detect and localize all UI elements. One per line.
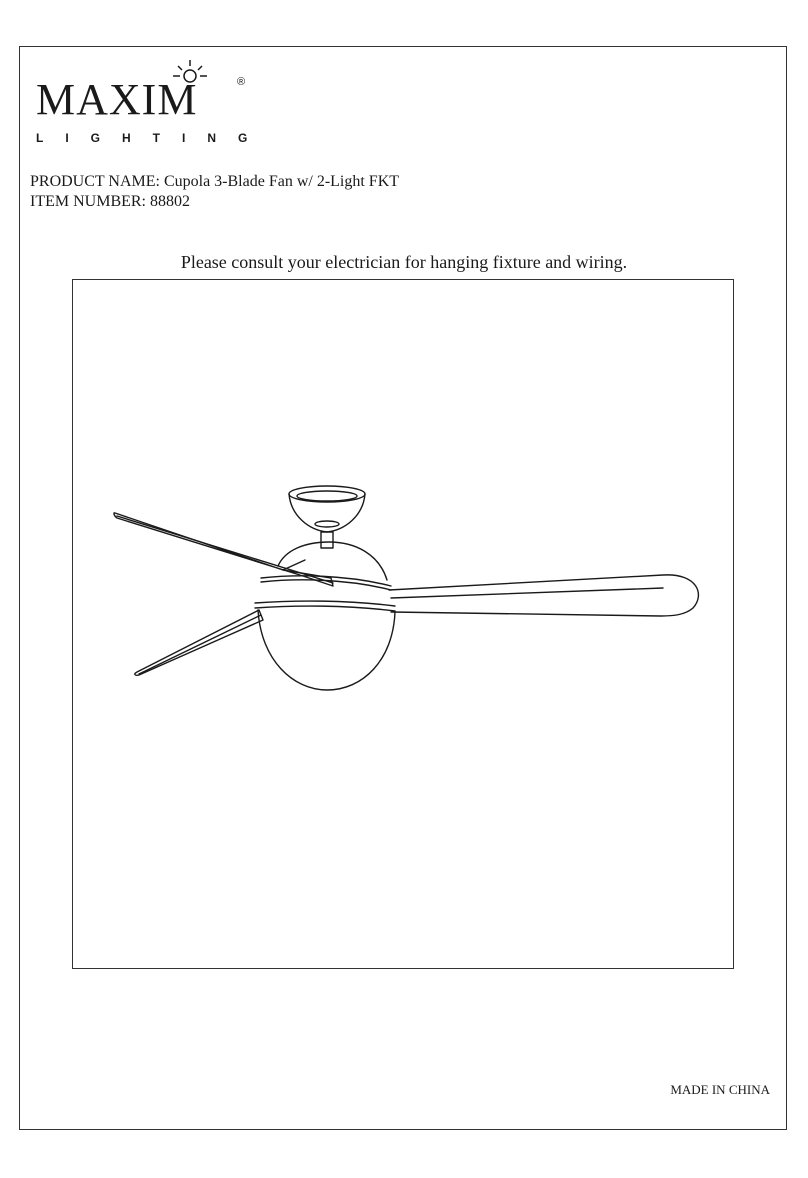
product-name: PRODUCT NAME: Cupola 3-Blade Fan w/ 2-Light FKT [30,173,400,190]
downrod [321,532,333,548]
light-bowl [258,610,395,690]
fan-blade-lower-left [135,610,263,675]
wiring-notice-text: Please consult your electrician for hanging fixture and wiring. [180,252,628,272]
country-of-origin: MADE IN CHINA [670,1082,770,1097]
registered-mark: ® [237,76,246,88]
fan-blade-right [389,575,698,616]
brand-name: MAXIM [36,75,198,124]
item-number: ITEM NUMBER: 88802 [30,193,190,210]
ceiling-fan-illustration [73,280,735,970]
wiring-notice [0,252,808,273]
illustration-frame [72,279,734,969]
product-info [30,172,399,212]
brand-logo [30,58,270,148]
brand-subtitle: LIGHTING [36,131,270,145]
